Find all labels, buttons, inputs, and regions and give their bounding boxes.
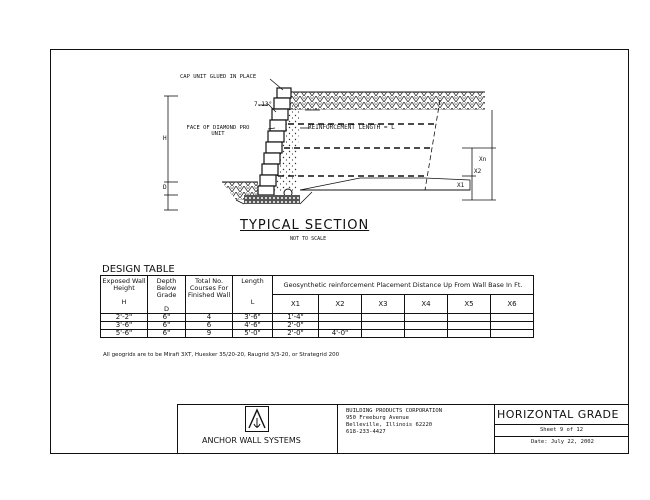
reinforcement-length-note: REINFORCEMENT LENGTH = L (308, 124, 395, 131)
header-depth: Depth Below Grade D (148, 276, 186, 314)
header-x4: X4 (405, 295, 448, 314)
header-x6: X6 (491, 295, 534, 314)
header-x2: X2 (319, 295, 362, 314)
anchor-logo-icon (245, 406, 269, 432)
header-x5: X5 (448, 295, 491, 314)
header-geosynthetic: Geosynthetic reinforcement Placement Distance Up From Wall Base In Ft. (273, 276, 534, 295)
batter-angle-note: 7.13° (254, 101, 273, 108)
address-line-1: 950 Freeburg Avenue (346, 415, 409, 421)
header-length: Length L (233, 276, 273, 314)
section-title: TYPICAL SECTION (240, 218, 370, 233)
table-row: 3'-6" 6" 6 4'-6" 2'-0" (101, 322, 534, 330)
address-line-2: Belleville, Illinois 62220 (346, 422, 433, 428)
drawing-date: Date: July 22, 2002 (531, 439, 594, 445)
company-name: ANCHOR WALL SYSTEMS (202, 436, 301, 445)
dimension-x1: X1 (457, 182, 465, 189)
cap-unit-note: CAP UNIT GLUED IN PLACE (180, 74, 257, 80)
leveling-pad (244, 195, 300, 204)
drawing-title: HORIZONTAL GRADE (497, 408, 619, 421)
phone-number: 618-233-4427 (346, 429, 386, 435)
header-x3: X3 (362, 295, 405, 314)
header-exposed-height: Exposed Wall Height H (101, 276, 148, 314)
header-courses: Total No. Courses For Finished Wall (186, 276, 233, 314)
design-table-heading: DESIGN TABLE (102, 264, 175, 275)
header-x1: X1 (273, 295, 319, 314)
title-block-divider (337, 404, 338, 454)
dimension-xn: Xn (479, 156, 487, 163)
title-block-divider (494, 404, 495, 454)
face-unit-note: FACE OF DIAMOND PRO UNIT (186, 125, 250, 137)
section-subtitle: NOT TO SCALE (290, 236, 327, 242)
table-row: 2'-2" 6" 4 3'-6" 1'-4" (101, 314, 534, 322)
sheet-number: Sheet 9 of 12 (540, 427, 584, 433)
geogrid-note: All geogrids are to be Mirafi 3XT, Huesker 35/20-20, Raugrid 3/3-20, or Strategrid 200 (103, 352, 340, 358)
dimension-x2: X2 (474, 168, 482, 175)
corp-name: BUILDING PRODUCTS CORPORATION (346, 408, 443, 414)
dimension-h: H (163, 135, 167, 142)
title-block-divider (494, 436, 629, 437)
dimension-d: D (163, 184, 167, 191)
design-table (100, 275, 534, 338)
title-block-divider (494, 424, 629, 425)
retained-soil (290, 92, 485, 110)
table-row: 5'-6" 6" 9 5'-0" 2'-0" 4'-0" (101, 330, 534, 338)
geogrid-layers (278, 124, 438, 176)
